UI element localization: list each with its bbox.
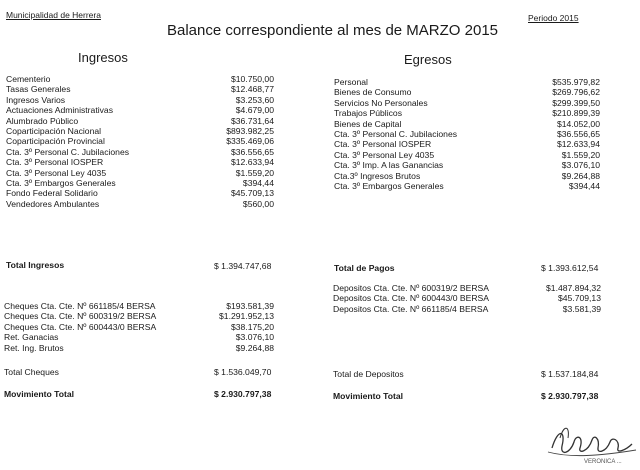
cheque-row bbox=[4, 322, 274, 332]
ingreso-row bbox=[6, 168, 274, 178]
egreso-row bbox=[334, 139, 600, 149]
egreso-label: Cta. 3º Personal IOSPER bbox=[334, 139, 432, 150]
cheques-list bbox=[4, 301, 274, 353]
ingreso-value: $10.750,00 bbox=[230, 74, 274, 84]
ingresos-heading: Ingresos bbox=[78, 50, 128, 65]
egreso-value: $535.979,82 bbox=[552, 77, 600, 87]
total-ingresos-label: Total Ingresos bbox=[6, 260, 65, 270]
ingreso-value: $12.633,94 bbox=[230, 157, 274, 168]
ingreso-value: $12.468,77 bbox=[230, 84, 274, 95]
egreso-label: Personal bbox=[334, 77, 368, 87]
egreso-row bbox=[334, 150, 600, 160]
total-cheques-value: $ 1.536.049,70 bbox=[214, 367, 272, 377]
ingreso-value: $394,44 bbox=[242, 177, 274, 188]
deposito-label: Depositos Cta. Cte. Nº 661185/4 BERSA bbox=[333, 303, 489, 314]
ingreso-value: $560,00 bbox=[242, 198, 274, 209]
egreso-value: $14.052,00 bbox=[556, 118, 600, 129]
egreso-row bbox=[334, 108, 600, 118]
egreso-row bbox=[334, 129, 600, 139]
ingreso-row bbox=[6, 126, 274, 136]
ingreso-label: Coparticipación Provincial bbox=[6, 136, 105, 147]
ingreso-row bbox=[6, 188, 274, 198]
period-label: Periodo 2015 bbox=[528, 13, 579, 23]
ingreso-label: Vendedores Ambulantes bbox=[6, 198, 100, 209]
ingreso-row bbox=[6, 199, 274, 209]
egresos-heading: Egresos bbox=[404, 52, 452, 67]
ingreso-label: Cta. 3º Personal IOSPER bbox=[6, 157, 104, 168]
cheque-label: Cheques Cta. Cte. Nº 600443/0 BERSA bbox=[4, 321, 157, 332]
ingreso-value: $3.253,60 bbox=[235, 94, 274, 105]
signature-scribble bbox=[540, 418, 640, 468]
cheque-row bbox=[4, 311, 274, 321]
ingreso-row bbox=[6, 157, 274, 167]
ingreso-value: $36.556,65 bbox=[230, 146, 274, 157]
ingreso-label: Tasas Generales bbox=[6, 84, 71, 95]
total-ingresos-value: $ 1.394.747,68 bbox=[214, 261, 272, 271]
egreso-row bbox=[334, 77, 600, 87]
ingreso-value: $45.709,13 bbox=[230, 188, 274, 199]
ingreso-row bbox=[6, 105, 274, 115]
ingreso-label: Fondo Federal Solidario bbox=[6, 188, 98, 199]
movimiento-total-left-value: $ 2.930.797,38 bbox=[214, 389, 272, 399]
cheque-value: $38.175,20 bbox=[230, 321, 274, 332]
egreso-value: $9.264,88 bbox=[561, 170, 600, 181]
ingreso-row bbox=[6, 116, 274, 126]
depositos-list bbox=[333, 283, 601, 314]
cheque-label: Ret. Ing. Brutos bbox=[4, 342, 64, 353]
cheque-value: $193.581,39 bbox=[226, 301, 274, 311]
egreso-value: $210.899,39 bbox=[552, 108, 600, 119]
egreso-label: Bienes de Capital bbox=[334, 118, 402, 129]
ingreso-row bbox=[6, 95, 274, 105]
egreso-label: Cta. 3º Imp. A las Ganancias bbox=[334, 160, 444, 171]
ingreso-label: Actuaciones Administrativas bbox=[6, 105, 113, 116]
total-cheques-label: Total Cheques bbox=[4, 367, 59, 377]
cheque-row bbox=[4, 332, 274, 342]
deposito-row bbox=[333, 293, 601, 303]
cheque-row bbox=[4, 301, 274, 311]
ingreso-label: Alumbrado Público bbox=[6, 115, 79, 126]
egreso-row bbox=[334, 98, 600, 108]
egreso-label: Trabajos Públicos bbox=[334, 108, 402, 119]
cheque-value: $1.291.952,13 bbox=[219, 311, 274, 322]
egreso-row bbox=[334, 87, 600, 97]
municipality-name: Municipalidad de Herrera bbox=[6, 10, 101, 20]
total-pagos-label: Total de Pagos bbox=[334, 263, 395, 273]
deposito-label: Depositos Cta. Cte. Nº 600443/0 BERSA bbox=[333, 293, 489, 304]
ingreso-value: $1.559,20 bbox=[235, 167, 274, 178]
egreso-label: Cta. 3º Personal C. Jubilaciones bbox=[334, 128, 458, 139]
egreso-label: Bienes de Consumo bbox=[334, 87, 412, 98]
ingreso-row bbox=[6, 136, 274, 146]
egreso-row bbox=[334, 119, 600, 129]
egreso-label: Servicios No Personales bbox=[334, 97, 428, 108]
egreso-row bbox=[334, 171, 600, 181]
egreso-value: $12.633,94 bbox=[556, 139, 600, 150]
cheque-label: Cheques Cta. Cte. Nº 661185/4 BERSA bbox=[4, 301, 156, 311]
deposito-value: $3.581,39 bbox=[562, 303, 601, 314]
ingreso-label: Cta. 3º Personal Ley 4035 bbox=[6, 167, 107, 178]
deposito-value: $45.709,13 bbox=[557, 293, 601, 304]
ingreso-label: Cta. 3º Personal C. Jubilaciones bbox=[6, 146, 130, 157]
ingreso-value: $893.982,25 bbox=[226, 125, 274, 136]
total-depositos-value: $ 1.537.184,84 bbox=[541, 369, 599, 379]
egreso-value: $36.556,65 bbox=[556, 128, 600, 139]
egreso-value: $1.559,20 bbox=[561, 149, 600, 160]
total-pagos-value: $ 1.393.612,54 bbox=[541, 263, 599, 273]
total-depositos-label: Total de Depositos bbox=[333, 369, 404, 379]
ingresos-list bbox=[6, 74, 274, 209]
movimiento-total-right-label: Movimiento Total bbox=[333, 391, 404, 401]
egreso-label: Cta.3º Ingresos Brutos bbox=[334, 170, 421, 181]
document-title: Balance correspondiente al mes de MARZO 2015 bbox=[167, 22, 499, 39]
deposito-row bbox=[333, 304, 601, 314]
egreso-label: Cta. 3º Personal Ley 4035 bbox=[334, 149, 435, 160]
cheque-value: $3.076,10 bbox=[235, 332, 274, 343]
ingreso-label: Cementerio bbox=[6, 74, 51, 84]
signature-caption: VERONICA ... bbox=[584, 459, 622, 465]
egreso-value: $3.076,10 bbox=[561, 160, 600, 171]
deposito-label: Depositos Cta. Cte. Nº 600319/2 BERSA bbox=[333, 283, 489, 293]
egreso-label: Cta. 3º Embargos Generales bbox=[334, 180, 444, 191]
ingreso-row bbox=[6, 147, 274, 157]
ingreso-value: $36.731,64 bbox=[230, 115, 274, 126]
ingreso-label: Coparticipación Nacional bbox=[6, 125, 102, 136]
egreso-value: $394,44 bbox=[568, 180, 600, 191]
ingreso-value: $4.679,00 bbox=[235, 105, 274, 116]
egreso-value: $299.399,50 bbox=[552, 97, 600, 108]
egreso-value: $269.796,62 bbox=[552, 87, 600, 98]
cheque-label: Ret. Ganacias bbox=[4, 332, 59, 343]
ingreso-row bbox=[6, 74, 274, 84]
ingreso-row bbox=[6, 178, 274, 188]
cheque-row bbox=[4, 343, 274, 353]
cheque-value: $9.264,88 bbox=[235, 342, 274, 353]
ingreso-label: Ingresos Varios bbox=[6, 94, 66, 105]
ingreso-value: $335.469,06 bbox=[226, 136, 274, 147]
egreso-row bbox=[334, 160, 600, 170]
egreso-row bbox=[334, 181, 600, 191]
ingreso-label: Cta. 3º Embargos Generales bbox=[6, 177, 116, 188]
ingreso-row bbox=[6, 84, 274, 94]
deposito-row bbox=[333, 283, 601, 293]
cheque-label: Cheques Cta. Cte. Nº 600319/2 BERSA bbox=[4, 311, 157, 322]
deposito-value: $1.487.894,32 bbox=[546, 283, 601, 293]
movimiento-total-right-value: $ 2.930.797,38 bbox=[541, 391, 599, 401]
movimiento-total-left-label: Movimiento Total bbox=[4, 389, 75, 399]
egresos-list bbox=[334, 77, 600, 191]
